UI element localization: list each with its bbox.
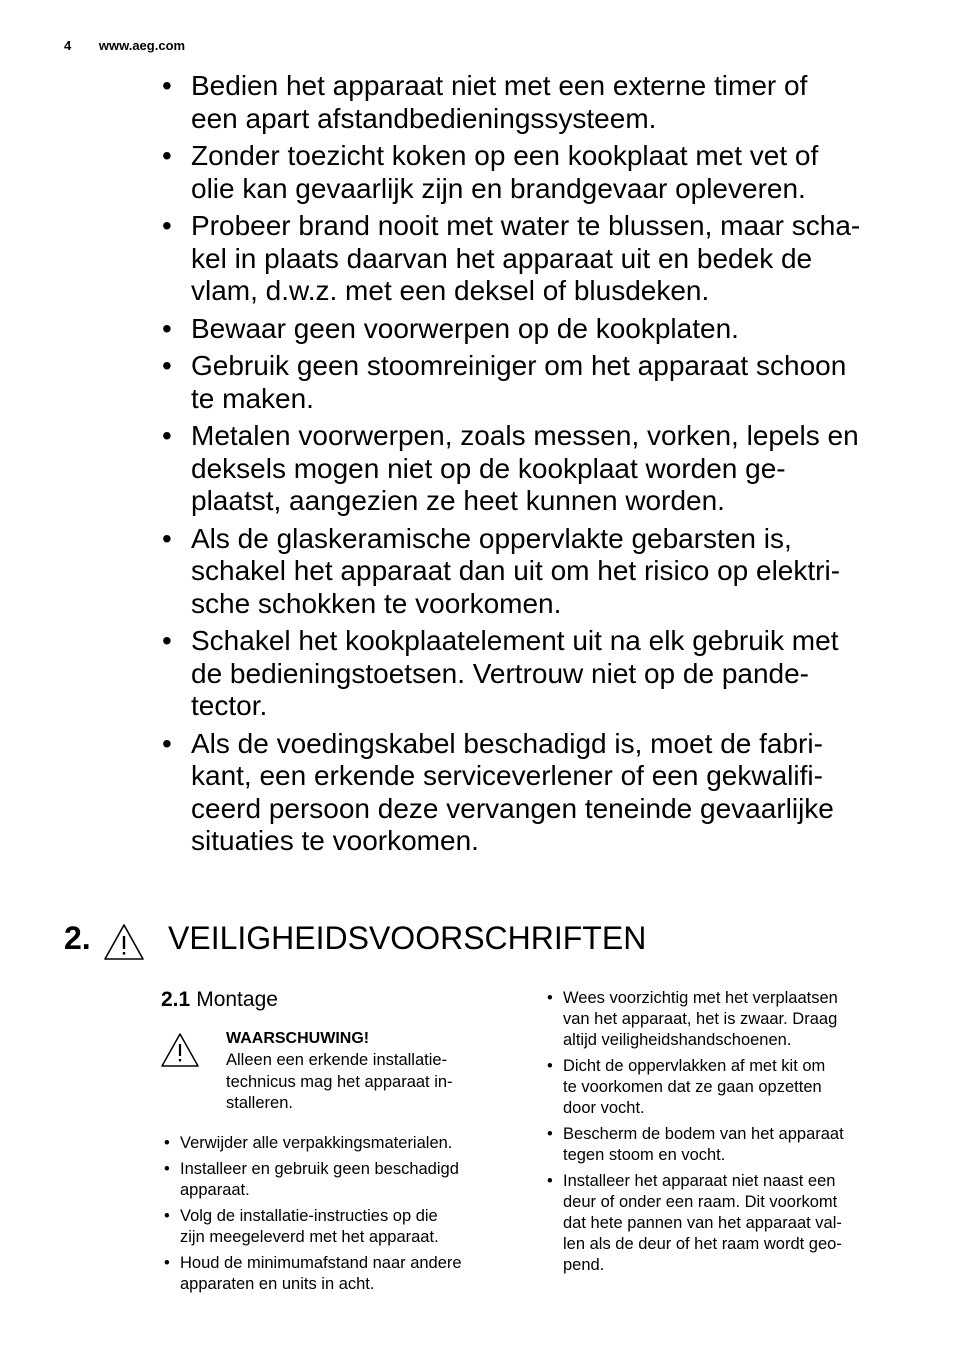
list-item: • Dicht de oppervlakken af met kit om te voorkomen dat ze gaan opzetten door vocht. — [547, 1057, 826, 1117]
site-url: www.aeg.com — [98, 38, 186, 53]
safety-list — [160, 70, 900, 863]
page-header — [64, 38, 185, 53]
bullet: • — [162, 350, 172, 381]
subsection-number: 2.1 — [161, 988, 191, 1011]
bullet: • — [162, 312, 172, 344]
list-item: • Wees voorzichtig met het verplaatsen van het apparaat, het is zwaar. Draag altijd veiligheidshandschoenen. — [547, 989, 838, 1049]
bullet: • — [547, 989, 553, 1007]
montage-list-left — [162, 1133, 522, 1300]
list-item: • Zonder toezicht koken op een kookplaat met vet of olie kan gevaarlijk zijn en brandgevaar opleveren. — [162, 140, 819, 204]
bullet: • — [162, 210, 172, 241]
warning-triangle-icon — [102, 922, 146, 962]
page-number: 4 — [64, 38, 72, 53]
montage-list-right — [545, 988, 915, 1281]
section-number: 2. — [64, 920, 91, 956]
subsection-title: Montage — [196, 988, 278, 1011]
list-item: • Als de glaskeramische oppervlakte gebarsten is, schakel het apparaat dan uit om het risico op elektri- sche schokken te voorkomen. — [162, 522, 841, 619]
bullet: • — [547, 1172, 553, 1190]
list-item: • Bewaar geen voorwerpen op de kookplaten. — [162, 312, 739, 344]
bullet: • — [162, 727, 172, 759]
list-item: • Verwijder alle verpakkingsmaterialen. — [164, 1134, 453, 1152]
bullet: • — [162, 420, 172, 451]
list-item: • Bescherm de bodem van het apparaat tegen stoom en vocht. — [547, 1125, 844, 1164]
list-item: • Probeer brand nooit met water te blussen, maar scha- kel in plaats daarvan het apparaat uit en bedek de vlam, d.w.z. met een deksel of blusdeken. — [162, 210, 861, 306]
warning-triangle-icon — [160, 1032, 200, 1068]
bullet: • — [162, 625, 172, 656]
subsection-heading — [161, 988, 278, 1012]
list-item: • Gebruik geen stoomreiniger om het apparaat schoon te maken. — [162, 350, 847, 414]
list-item: • Houd de minimumafstand naar andere apparaten en units in acht. — [164, 1254, 462, 1293]
bullet: • — [164, 1160, 170, 1178]
list-item: • Bedien het apparaat niet met een externe timer of een apart afstandbedieningssysteem. — [162, 70, 808, 134]
list-item: • Metalen voorwerpen, zoals messen, vorken, lepels en deksels mogen niet op de kookplaat worden ge- plaatst, aangezien ze heet kunnen worden. — [162, 420, 859, 516]
warning-title: WAARSCHUWING! — [226, 1030, 370, 1047]
section-title: VEILIGHEIDSVOORSCHRIFTEN — [168, 920, 647, 956]
bullet: • — [164, 1207, 170, 1225]
bullet: • — [162, 140, 172, 171]
bullet: • — [547, 1125, 553, 1143]
list-item: • Installeer het apparaat niet naast een deur of onder een raam. Dit voorkomt dat hete pannen van het apparaat val- len als de deur of het raam wordt geo- pend. — [547, 1172, 842, 1274]
bullet: • — [162, 522, 172, 554]
bullet: • — [164, 1134, 170, 1152]
list-item: • Als de voedingskabel beschadigd is, moet de fabri- kant, een erkende serviceverlener of een gekwalifi- ceerd persoon deze vervangen teneinde gevaarlijke situaties te voorkomen. — [162, 727, 834, 856]
warning-text: Alleen een erkende installatie- technicus mag het apparaat in- stalleren. — [226, 1051, 453, 1112]
bullet: • — [547, 1057, 553, 1075]
list-item: • Volg de installatie-instructies op die zijn meegeleverd met het apparaat. — [164, 1207, 439, 1246]
bullet: • — [162, 70, 172, 101]
list-item: • Schakel het kookplaatelement uit na elk gebruik met de bedieningstoetsen. Vertrouw niet op de pande- tector. — [162, 625, 839, 721]
bullet: • — [164, 1254, 170, 1272]
list-item: • Installeer en gebruik geen beschadigd apparaat. — [164, 1160, 459, 1199]
